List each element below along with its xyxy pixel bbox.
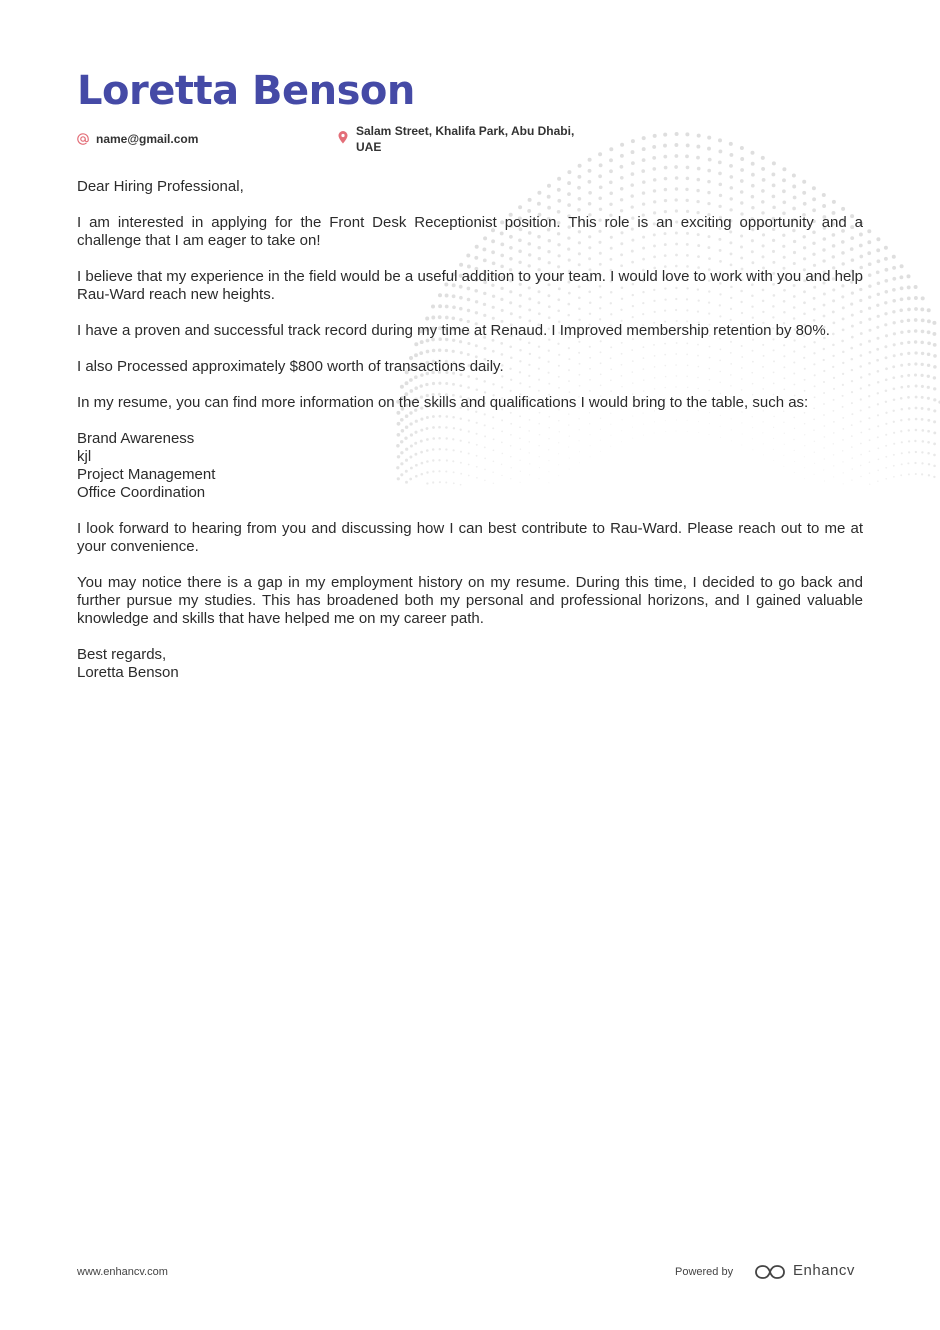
at-icon [77,132,89,146]
skills-list [77,430,863,502]
skill-item: Brand Awareness [77,430,195,447]
greeting: Dear Hiring Professional, [77,178,244,195]
email-text: name@gmail.com [96,132,199,146]
applicant-name: Loretta Benson [77,68,415,114]
brand-name: Enhancv [793,1262,855,1279]
paragraph: I believe that my experience in the field would be a useful addition to your team. I would love to work with you and help Rau-Ward reach new heights. [77,268,863,303]
signoff: Best regards, [77,646,167,663]
skill-item: Project Management [77,466,216,483]
skill-item: kjl [77,448,92,465]
powered-by-label: Powered by [675,1266,734,1278]
website-link[interactable]: www.enhancv.com [77,1266,168,1278]
paragraph: I am interested in applying for the Front Desk Receptionist position. This role is an exciting opportunity and a challenge that I am eager to take on! [77,214,863,249]
skill-item: Office Coordination [77,484,206,501]
enhancv-brand[interactable] [754,1261,864,1283]
address-contact [337,123,637,155]
letter-body [77,178,863,682]
paragraph: In my resume, you can find more information on the skills and qualifications I would bring to the table, such as: [77,394,809,411]
address-line-1: Salam Street, Khalifa Park, Abu Dhabi, [356,124,575,138]
enhancv-logo-icon [754,1263,786,1281]
paragraph: I look forward to hearing from you and discussing how I can best contribute to Rau-Ward. Please reach out to me at your convenience. [77,520,863,555]
address-line-2: UAE [356,140,382,154]
email-contact[interactable] [77,131,277,147]
paragraph: I have a proven and successful track record during my time at Renaud. I Improved membership retention by 80%. [77,322,830,339]
signature: Loretta Benson [77,664,179,681]
paragraph: You may notice there is a gap in my employment history on my resume. During this time, I decided to go back and further pursue my studies. This has broadened both my personal and professional horizons, and I gained valuable knowledge and skills that have helped me on my career path. [77,574,863,627]
location-pin-icon [337,130,349,144]
paragraph: I also Processed approximately $800 worth of transactions daily. [77,358,504,375]
